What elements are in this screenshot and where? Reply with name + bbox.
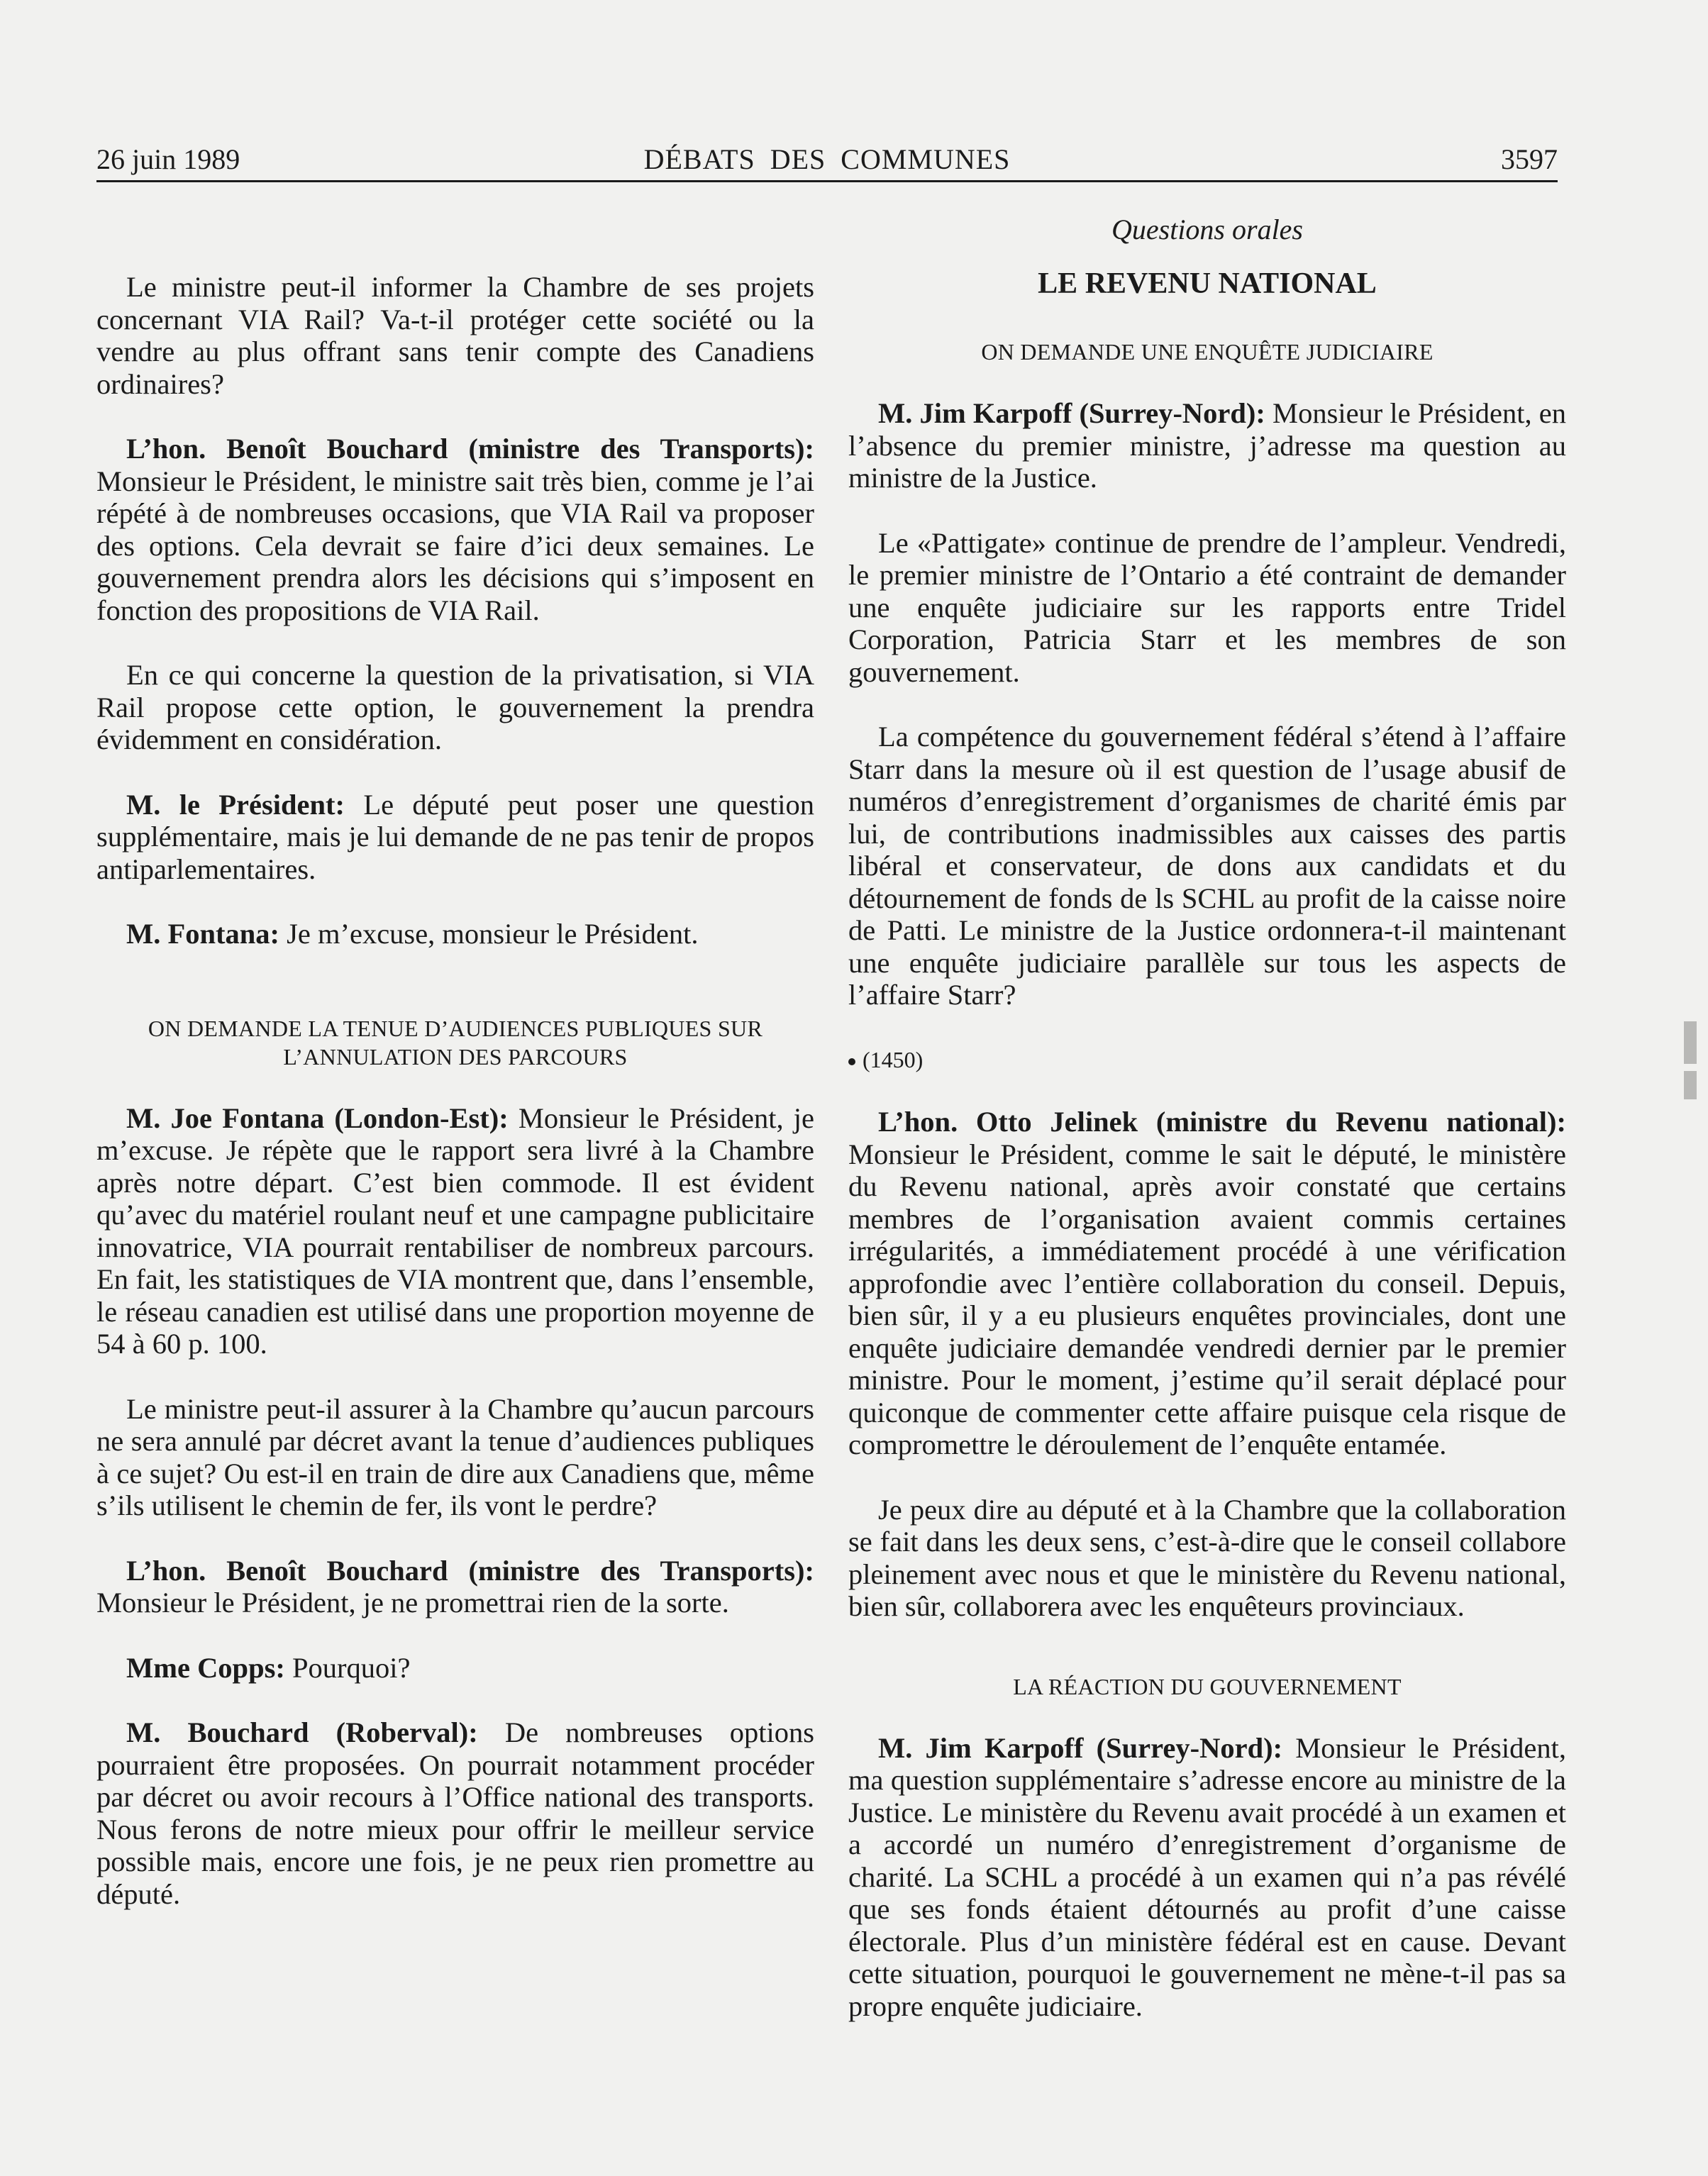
page-header — [96, 139, 1558, 180]
paragraph: Le «Pattigate» continue de prendre de l’ampleur. Vendredi, le premier ministre de l’Ontario a été contraint de demander une enquête judiciaire sur les rapports entre Tridel Corporation, Patricia Starr et les membres de son gouvernement. — [848, 526, 1566, 688]
scan-edge-mark — [1684, 1021, 1697, 1064]
paragraph: Le ministre peut-il assurer à la Chambre qu’aucun parcours ne sera annulé par décret avant la tenue d’audiences publiques à ce sujet? Ou est-il en train de dire aux Canadiens que, même s’ils utilisent le chemin de fer, ils vont le perdre? — [96, 1392, 814, 1521]
paragraph: En ce qui concerne la question de la privatisation, si VIA Rail propose cette option, le gouvernement la prendra évidemment en considération. — [96, 659, 814, 755]
topic-heading: LE REVENU NATIONAL — [1038, 267, 1377, 300]
speaker-name: M. Jim Karpoff (Surrey-Nord): — [878, 1731, 1283, 1764]
paragraph — [96, 1716, 814, 1910]
section-title: Questions orales — [1111, 213, 1303, 245]
right-column — [848, 213, 1566, 2055]
paragraph — [848, 1732, 1566, 2023]
scan-edge-mark — [1684, 1071, 1697, 1099]
paragraph — [96, 918, 814, 950]
speech-text: Je m’excuse, monsieur le Président. — [279, 918, 699, 950]
subheading: ON DEMANDE UNE ENQUÊTE JUDICIAIRE — [981, 339, 1434, 365]
paragraph — [96, 1555, 814, 1619]
speaker-name: M. Fontana: — [126, 918, 279, 950]
paragraph: La compétence du gouvernement fédéral s’étend à l’affaire Starr dans la mesure où il est question de l’usage abusif de numéros d’enregistrement d’organismes de charité émis par lui, de contributions inadmissibles aux caisses des partis libéral et conservateur, de dons aux candidats et du détournement de fonds de ls SCHL au profit de la caisse noire de Patti. Le ministre de la Justice ordonnera-t-il maintenant une enquête judiciaire parallèle sur tous les aspects de l’affaire Starr? — [848, 721, 1566, 1011]
speech-text: Monsieur le Président, en l’absence du premier ministre, j’adresse ma question au ministre de la Justice. — [848, 397, 1567, 494]
paragraph — [96, 1102, 814, 1360]
speaker-name: M. Bouchard (Roberval): — [126, 1716, 478, 1748]
speaker-name: L’hon. Otto Jelinek (ministre du Revenu national): — [878, 1106, 1566, 1138]
speech-text: Pourquoi? — [284, 1651, 411, 1684]
speech-text: De nombreuses options pourraient être proposées. On pourrait notamment procéder par décret ou avoir recours à l’Office national des transports. Nous ferons de notre mieux pour offrir le meilleur service possible mais, encore une fois, je ne peux rien promettre au député. — [96, 1716, 814, 1910]
left-column — [96, 213, 814, 1943]
paragraph — [96, 1652, 814, 1684]
speaker-name: L’hon. Benoît Bouchard (ministre des Transports): — [126, 1554, 814, 1587]
speech-text: Monsieur le Président, le ministre sait très bien, comme je l’ai répété à de nombreuses occasions, que VIA Rail va proposer des options. Cela devrait se faire d’ici deux semaines. Le gouvernement prendra alors les décisions qui s’imposent en fonction des propositions de VIA Rail. — [96, 465, 814, 626]
paragraph — [848, 397, 1566, 494]
speech-text: Monsieur le Président, je ne promettrai rien de la sorte. — [96, 1587, 729, 1619]
speech-text: Monsieur le Président, je m’excuse. Je répète que le rapport sera livré à la Chambre après notre départ. C’est bien commode. Il est évident qu’avec du matériel roulant neuf et une campagne publicitaire innovatrice, VIA pourrait rentabiliser de nombreux parcours. En fait, les statistiques de VIA montrent que, dans l’ensemble, le réseau canadien est utilisé dans une proportion moyenne de 54 à 60 p. 100. — [96, 1101, 814, 1360]
header-date: 26 juin 1989 — [96, 143, 240, 175]
time-marker — [848, 1044, 1566, 1077]
paragraph — [848, 1106, 1566, 1461]
paragraph — [96, 433, 814, 626]
speaker-name: Mme Copps: — [126, 1651, 285, 1684]
header-title: DÉBATS DES COMMUNES — [643, 143, 1011, 175]
speaker-name: L’hon. Benoît Bouchard (ministre des Transports): — [126, 433, 814, 465]
paragraph: Le ministre peut-il informer la Chambre de ses projets concernant VIA Rail? Va-t-il protéger cette société ou la vendre au plus offrant sans tenir compte des Canadiens ordinaires? — [96, 271, 814, 400]
speech-text: Monsieur le Président, comme le sait le député, le ministère du Revenu national, après avoir constaté que certains membres de l’organisation avaient commis certaines irrégularités, a immédiatement procédé à une vérification approfondie avec l’entière collaboration du conseil. Depuis, bien sûr, il y a eu plusieurs enquêtes provinciales, dont une enquête judiciaire demandée vendredi dernier par le premier ministre. Pour le moment, j’estime qu’il serait déplacé pour quiconque de commenter cette affaire puisque cela risque de compromettre le déroulement de l’enquête entamée. — [848, 1138, 1566, 1460]
speaker-name: M. Joe Fontana (London-Est): — [126, 1101, 509, 1134]
speaker-name: M. le Président: — [126, 788, 345, 821]
speaker-name: M. Jim Karpoff (Surrey-Nord): — [878, 397, 1265, 429]
subheading: ON DEMANDE LA TENUE D’AUDIENCES PUBLIQUES SUR L’ANNULATION DES PARCOURS — [148, 1015, 763, 1070]
paragraph: Je peux dire au député et à la Chambre que la collaboration se fait dans les deux sens, c’est-à-dire que le conseil collabore pleinement avec nous et que le ministère du Revenu national, bien sûr, collaborera avec les enquêteurs provinciaux. — [848, 1493, 1566, 1622]
speech-text: Le député peut poser une question supplémentaire, mais je lui demande de ne pas tenir de propos antiparlementaires. — [96, 788, 814, 885]
bullet-icon — [848, 1058, 855, 1065]
paragraph — [96, 789, 814, 886]
page-number: 3597 — [1501, 143, 1558, 175]
subheading: LA RÉACTION DU GOUVERNEMENT — [1013, 1673, 1402, 1699]
speech-text: Monsieur le Président, ma question supplémentaire s’adresse encore au ministre de la Justice. Le ministère du Revenu avait procédé à un examen et a accordé un numéro d’enregistrement d’organisme de charité. La SCHL a procédé à un examen qui n’a pas révélé que ses fonds étaient détournés au profit d’une caisse électorale. Plus d’un ministère fédéral est en cause. Devant cette situation, pourquoi le gouvernement ne mène-t-il pas sa propre enquête judiciaire. — [848, 1731, 1566, 2022]
header-rule — [96, 180, 1558, 182]
time-marker-label: (1450) — [863, 1046, 924, 1072]
